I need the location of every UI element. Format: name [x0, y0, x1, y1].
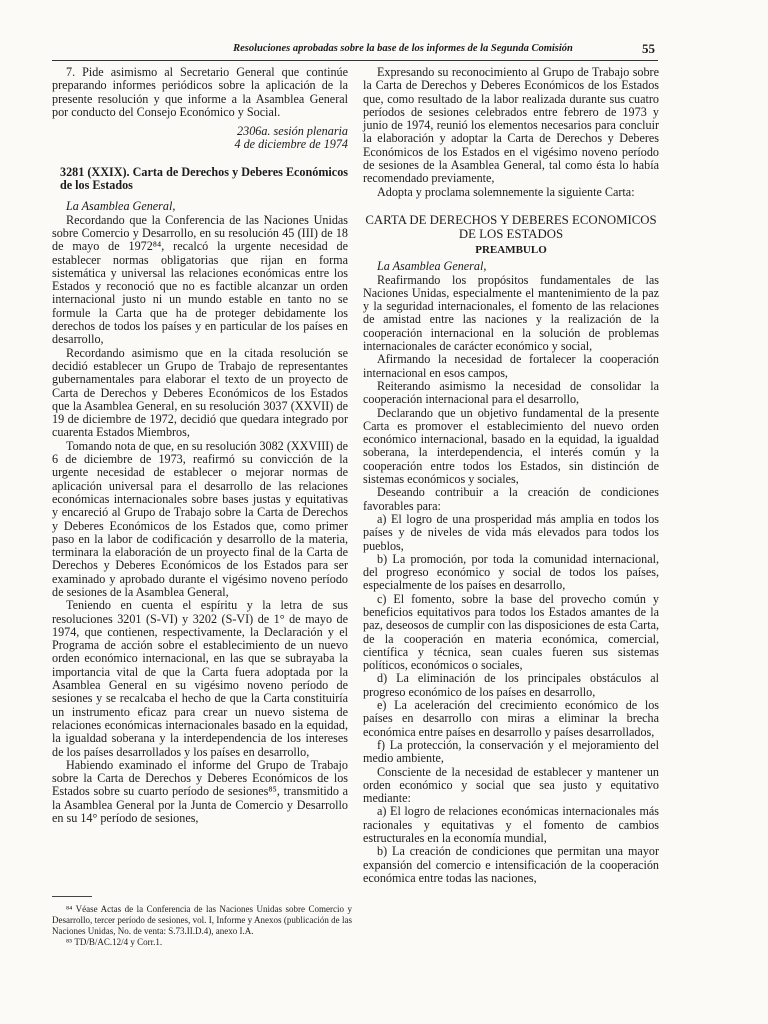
paragraph-expresando: Expresando su reconocimiento al Grupo de Trabajo sobre la Carta de Derechos y Deberes Económicos de los Estados que, como resultado de la labor realizada durante sus cuatro períodos de sesiones celebrados entre febrero de 1973 y junio de 1974, reunió los elementos necesarios para concluir la elaboración y adoptar la Carta de Derechos y Deberes Económicos de los Estados en el vigésimo noveno período de sesiones de la Asamblea General, tal como ésta lo había recomendado previamente, [363, 65, 659, 186]
paragraph-item-c: c) El fomento, sobre la base del provecho común y beneficios equitativos para todos los Estados amantes de la paz, deseosos de cumplir con las disposiciones de esta Carta, de la cooperación en materia económica, comercial, científica y técnica, sean cuales fueren sus sistemas políticos, económicos o sociales, [363, 591, 659, 673]
paragraph-deseando: Deseando contribuir a la creación de condiciones favorables para: [363, 485, 659, 513]
footnotes [52, 904, 352, 948]
la-asamblea-general: La Asamblea General, [377, 259, 487, 274]
paragraph-declarando: Declarando que un objetivo fundamental de la presente Carta es promover el establecimiento del nuevo orden económico internacional, basado en la equidad, la igualdad soberana, la interdependencia, el interés común y la cooperación entre todos los Estados, sin distinción de sistemas económicos y sociales, [363, 405, 659, 487]
paragraph-item-7: 7. Pide asimismo al Secretario General que continúe preparando informes periódicos sobre la aplicación de la presente resolución y que informe a la Asamblea General por conducto del Consejo Económico y Social. [52, 65, 348, 119]
paragraph-item-a2: a) El logro de relaciones económicas internacionales más racionales y equitativas y el fomento de cambios estructurales en la economía mundial, [363, 804, 659, 846]
paragraph-habiendo-examinado: Habiendo examinado el informe del Grupo de Trabajo sobre la Carta de Derechos y Deberes Económicos de los Estados sobre su cuarto período de sesiones⁸⁵, transmitido a la Asamblea General por la Junta de Comercio y Desarrollo en su 14° período de sesiones, [52, 757, 348, 826]
paragraph-reiterando: Reiterando asimismo la necesidad de consolidar la cooperación internacional para el desarrollo, [363, 378, 659, 407]
charter-title: CARTA DE DERECHOS Y DEBERES ECONOMICOS DE LOS ESTADOS [365, 212, 657, 241]
paragraph-consciente: Consciente de la necesidad de establecer y mantener un orden económico y social que sea justo y equitativo mediante: [363, 764, 659, 806]
paragraph-recordando: Recordando que la Conferencia de las Naciones Unidas sobre Comercio y Desarrollo, en su resolución 45 (III) de 18 de mayo de 1972⁸⁴, recalcó la urgente necesidad de establecer normas obligatorias que rijan en forma sistemática y universal las relaciones económicas entre los Estados y reconoció que no es factible alcanzar un orden internacional justo ni un mundo estable en tanto no se formule la Carta que ha de proteger debidamente los derechos de todos los países y en particular de los países en desarrollo, [52, 212, 348, 347]
paragraph-teniendo-en-cuenta: Teniendo en cuenta el espíritu y la letra de sus resoluciones 3201 (S-VI) y 3202 (S-VI) de 1° de mayo de 1974, que contienen, respectivamente, la Declaración y el Programa de acción sobre el establecimiento de un nuevo orden económico internacional, en las que se subrayaba la importancia vital de que la Carta fuera adoptada por la Asamblea General en su vigésimo noveno período de sesiones y se recalcaba el hecho de que la Carta constituiría un instrumento eficaz para crear un nuevo sistema de relaciones económicas internacionales basado en la equidad, la igualdad soberana y la interdependencia de los intereses de los países desarrollados y los países en desarrollo, [52, 598, 348, 759]
la-asamblea-general: La Asamblea General, [66, 199, 176, 214]
paragraph-item-a: a) El logro de una prosperidad más amplia en todos los países y de niveles de vida más elevados para todos los pueblos, [363, 511, 659, 553]
paragraph-item-b: b) La promoción, por toda la comunidad internacional, del progreso económico y social de todos los países, especialmente de los países en desarrollo, [363, 551, 659, 593]
resolution-title: 3281 (XXIX). Carta de Derechos y Deberes Económicos de los Estados [60, 164, 348, 193]
footnote-84: ⁸⁴ Véase Actas de la Conferencia de las Naciones Unidas sobre Comercio y Desarrollo, tercer período de sesiones, vol. I, Informe y Anexos (publicación de las Naciones Unidas, No. de venta: S.73.II.D.4), anexo I.A. [52, 904, 352, 936]
paragraph-recordando-asimismo: Recordando asimismo que en la citada resolución se decidió establecer un Grupo de Trabajo de representantes gubernamentales para elaborar el texto de un proyecto de Carta de Derechos y Deberes Económicos de los Estados que la Asamblea General, en su resolución 3037 (XXVII) de 19 de diciembre de 1972, decidió que quedara integrado por cuarenta Estados Miembros, [52, 345, 348, 440]
signature-session: 2306a. sesión plenaria [237, 124, 348, 139]
paragraph-item-e: e) La aceleración del crecimiento económico de los países en desarrollo con miras a eliminar la brecha económica entre países en desarrollo y países desarrollados, [363, 698, 659, 739]
paragraph-reafirmando: Reafirmando los propósitos fundamentales de las Naciones Unidas, especialmente el mantenimiento de la paz y la seguridad internacionales, el fomento de las relaciones de amistad entre las naciones y la realización de la cooperación internacional en la solución de problemas internacionales de carácter económico y social, [363, 272, 659, 354]
signature-date: 4 de diciembre de 1974 [234, 137, 348, 152]
right-column [363, 66, 659, 885]
running-header: Resoluciones aprobadas sobre la base de los informes de la Segunda Comisión [233, 43, 573, 54]
paragraph-adopta: Adopta y proclama solemnemente la siguiente Carta: [377, 184, 635, 199]
paragraph-item-d: d) La eliminación de los principales obstáculos al progreso económico de los países en desarrollo, [363, 671, 659, 699]
footnote-85: ⁸⁵ TD/B/AC.12/4 y Corr.1. [66, 937, 163, 947]
paragraph-item-f: f) La protección, la conservación y el mejoramiento del medio ambiente, [363, 737, 659, 766]
paragraph-tomando-nota: Tomando nota de que, en su resolución 3082 (XXVIII) de 6 de diciembre de 1973, reafirmó su convicción de la urgente necesidad de establecer o mejorar normas de aplicación universal para el desarrollo de las relaciones económicas internacionales sobre bases justas y equitativas y encareció al Grupo de Trabajo sobre la Carta de Derechos y Deberes Económicos de los Estados que, como primer paso en la labor de codificación y desarrollo de la materia, terminara la elaboración de un proyecto final de la Carta de Derechos y Deberes Económicos de los Estados para ser examinado y aprobado durante el vigésimo noveno período de sesiones de la Asamblea General, [52, 438, 348, 599]
page-number: 55 [642, 41, 655, 56]
paragraph-item-b2: b) La creación de condiciones que permitan una mayor expansión del comercio e intensificación de la cooperación económica entre todas las naciones, [363, 844, 659, 885]
paragraph-afirmando: Afirmando la necesidad de fortalecer la cooperación internacional en esos campos, [363, 352, 659, 380]
preamble-heading: PREAMBULO [475, 243, 547, 256]
header-rule [52, 60, 658, 61]
footnote-rule [52, 896, 92, 897]
left-column [52, 66, 348, 825]
